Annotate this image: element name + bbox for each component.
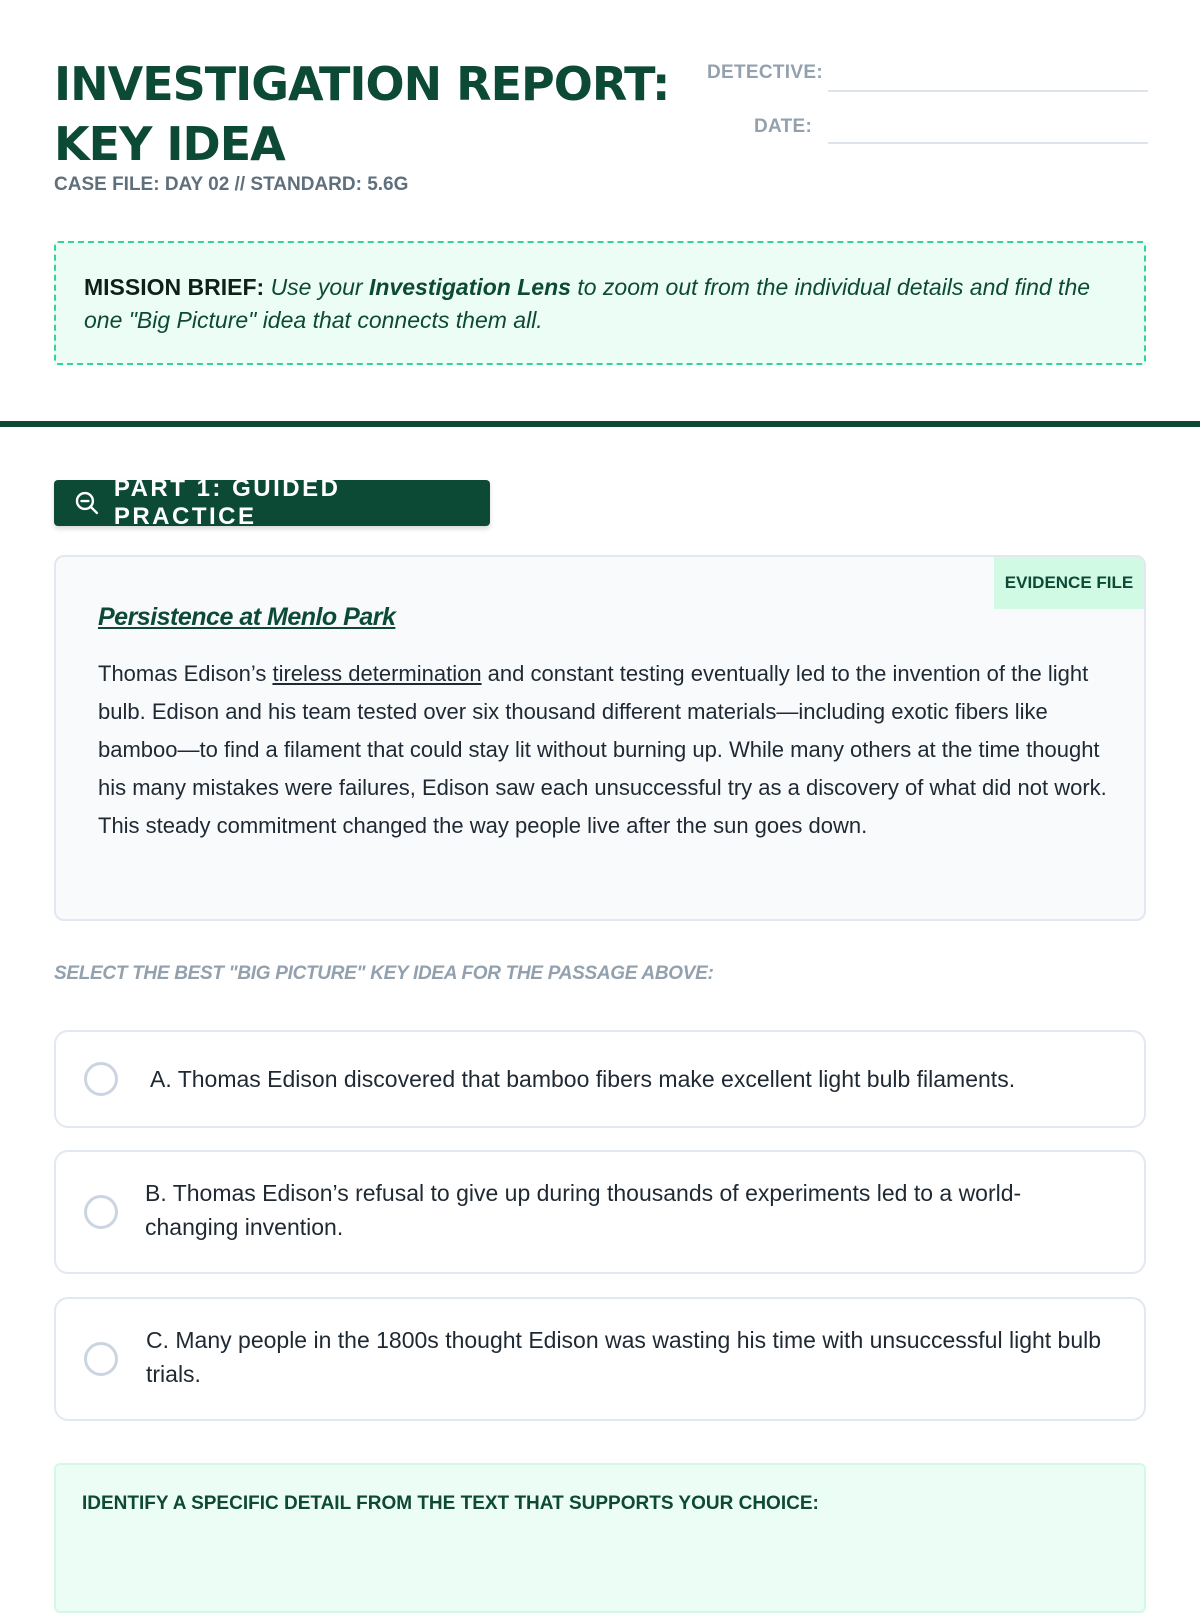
detective-input-line[interactable] xyxy=(828,90,1148,92)
detective-field[interactable] xyxy=(54,54,1146,84)
radio-button-a[interactable] xyxy=(84,1062,118,1096)
evidence-file-tag: EVIDENCE FILE xyxy=(994,557,1144,609)
evidence-card xyxy=(54,555,1146,921)
answer-option-c-text: C. Many people in the 1800s thought Edison was wasting his time with unsuccessful light bulb trials. xyxy=(146,1327,1102,1387)
case-file-subtitle: CASE FILE: DAY 02 // STANDARD: 5.6G xyxy=(54,174,409,195)
part-1-badge xyxy=(54,475,490,530)
radio-button-b[interactable] xyxy=(84,1195,118,1229)
passage-start: Thomas Edison’s xyxy=(98,661,273,686)
supporting-detail-box[interactable] xyxy=(54,1463,1146,1613)
detective-label: DETECTIVE: xyxy=(707,62,823,83)
mission-brief xyxy=(54,241,1146,365)
mission-brief-text-before: Use your xyxy=(270,274,363,300)
answer-option-a-text: A. Thomas Edison discovered that bamboo fibers make excellent light bulb filaments. xyxy=(150,1066,1016,1092)
mission-brief-emphasis: Investigation Lens xyxy=(369,274,571,300)
answer-option-b[interactable] xyxy=(54,1150,1146,1274)
title-line-2: KEY IDEA xyxy=(54,117,285,171)
date-label: DATE: xyxy=(754,116,813,137)
passage-end: and constant testing eventually led to the invention of the light bulb. Edison and his team tested over six thousand different materials—including exotic fibers like bamboo—to find a filament that could stay lit without burning up. While many others at the time thought his many mistakes were failures, Edison saw each unsuccessful try as a discovery of what did not work. This steady commitment changed the way people live after the sun goes down. xyxy=(98,661,1107,838)
mission-brief-text-after: to zoom out from the individual details and find the one "Big Picture" idea that connects them all. xyxy=(84,274,1091,333)
section-divider xyxy=(0,421,1200,427)
answer-option-c[interactable] xyxy=(54,1297,1146,1421)
part-1-label: PART 1: GUIDED PRACTICE xyxy=(113,475,341,530)
question-prompt: SELECT THE BEST "BIG PICTURE" KEY IDEA FOR THE PASSAGE ABOVE: xyxy=(54,963,714,984)
report-header xyxy=(54,54,1146,204)
supporting-detail-label: IDENTIFY A SPECIFIC DETAIL FROM THE TEXT THAT SUPPORTS YOUR CHOICE: xyxy=(82,1493,819,1514)
magnifier-minus-icon xyxy=(74,490,100,516)
date-field[interactable] xyxy=(54,108,1146,138)
passage-underlined-phrase: tireless determination xyxy=(272,661,482,686)
answer-option-a[interactable] xyxy=(54,1030,1146,1128)
mission-brief-label: MISSION BRIEF: xyxy=(84,274,265,300)
date-input-line[interactable] xyxy=(828,142,1148,144)
passage-title: Persistence at Menlo Park xyxy=(98,603,396,631)
passage-text xyxy=(98,655,1108,845)
answer-option-b-text: B. Thomas Edison’s refusal to give up during thousands of experiments led to a world-changing invention. xyxy=(145,1180,1022,1240)
title-line-1: INVESTIGATION REPORT: xyxy=(54,57,670,111)
radio-button-c[interactable] xyxy=(84,1342,118,1376)
